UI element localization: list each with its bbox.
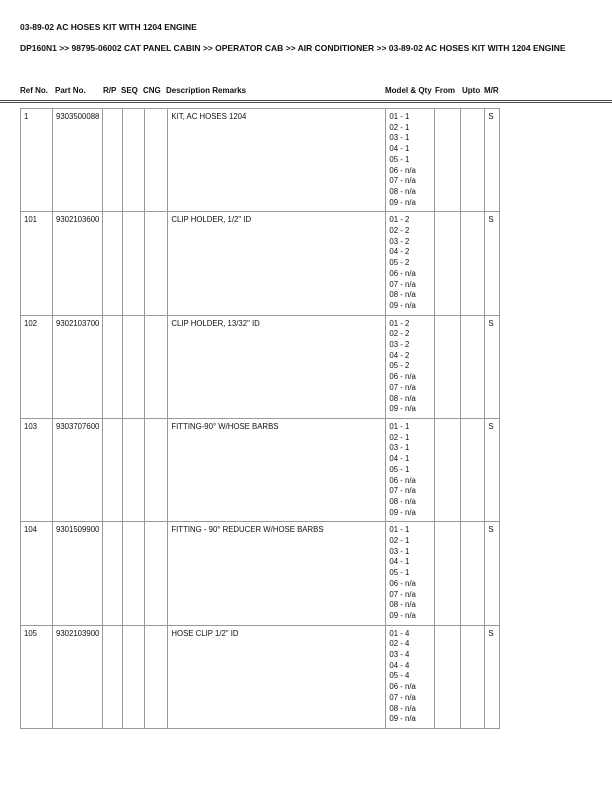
model-qty-line: 06 - n/a <box>389 165 416 175</box>
model-qty-line: 03 - 4 <box>389 650 410 660</box>
model-qty-line: 02 - 4 <box>389 639 410 649</box>
model-qty-line: 03 - 1 <box>389 443 410 453</box>
model-qty-cell <box>386 418 435 521</box>
upto-cell <box>461 109 485 212</box>
breadcrumb: DP160N1 >> 98795-06002 CAT PANEL CABIN >> OPERATOR CAB >> AIR CONDITIONER >> 03-89-02 AC HOSES KIT WITH 1204 ENGINE <box>20 43 566 53</box>
model-qty-line: 04 - 4 <box>389 660 410 670</box>
ref-cell: 105 <box>21 625 53 728</box>
model-qty-line: 06 - n/a <box>389 682 416 692</box>
model-qty-line: 07 - n/a <box>389 486 416 496</box>
model-qty-line: 06 - n/a <box>389 372 416 382</box>
model-qty-line: 09 - n/a <box>389 507 416 517</box>
part-number-cell: 9303707600 <box>53 418 103 521</box>
model-qty-line: 01 - 2 <box>389 318 410 328</box>
part-number-cell: 9301509900 <box>53 522 103 625</box>
table-row <box>21 212 500 315</box>
model-qty-line: 07 - n/a <box>389 279 416 289</box>
from-cell <box>435 418 461 521</box>
model-qty-cell <box>386 522 435 625</box>
model-qty-line: 02 - 1 <box>389 122 410 132</box>
model-qty-line: 04 - 2 <box>389 350 410 360</box>
model-qty-line: 03 - 1 <box>389 133 410 143</box>
header-mr: M/R <box>484 86 499 95</box>
rp-cell <box>103 418 123 521</box>
ref-cell: 1 <box>21 109 53 212</box>
seq-cell <box>123 522 145 625</box>
model-qty-line: 08 - n/a <box>389 393 416 403</box>
header-divider <box>0 100 612 103</box>
description-cell: FITTING-90° W/HOSE BARBS <box>168 418 386 521</box>
upto-cell <box>461 315 485 418</box>
model-qty-line: 05 - 2 <box>389 258 410 268</box>
mr-cell: S <box>485 109 500 212</box>
model-qty-line: 07 - n/a <box>389 692 416 702</box>
model-qty-line: 09 - n/a <box>389 404 416 414</box>
page-title: 03-89-02 AC HOSES KIT WITH 1204 ENGINE <box>20 22 197 32</box>
model-qty-line: 06 - n/a <box>389 475 416 485</box>
cng-cell <box>145 625 168 728</box>
header-ref: Ref No. <box>20 86 48 95</box>
model-qty-line: 09 - n/a <box>389 610 416 620</box>
table-row <box>21 109 500 212</box>
from-cell <box>435 315 461 418</box>
model-qty-line: 09 - n/a <box>389 197 416 207</box>
rp-cell <box>103 109 123 212</box>
mr-cell: S <box>485 418 500 521</box>
cng-cell <box>145 109 168 212</box>
upto-cell <box>461 625 485 728</box>
model-qty-line: 09 - n/a <box>389 714 416 724</box>
part-number-cell: 9302103600 <box>53 212 103 315</box>
model-qty-line: 03 - 2 <box>389 340 410 350</box>
model-qty-line: 03 - 1 <box>389 546 410 556</box>
seq-cell <box>123 418 145 521</box>
from-cell <box>435 625 461 728</box>
parts-table <box>20 108 500 729</box>
model-qty-line: 07 - n/a <box>389 589 416 599</box>
mr-cell: S <box>485 212 500 315</box>
model-qty-line: 07 - n/a <box>389 382 416 392</box>
table-row <box>21 315 500 418</box>
model-qty-line: 02 - 2 <box>389 226 410 236</box>
mr-cell: S <box>485 522 500 625</box>
header-part: Part No. <box>55 86 86 95</box>
header-seq: SEQ <box>121 86 138 95</box>
model-qty-line: 01 - 1 <box>389 525 410 535</box>
model-qty-line: 05 - 1 <box>389 464 410 474</box>
description-cell: KIT, AC HOSES 1204 <box>168 109 386 212</box>
model-qty-cell <box>386 109 435 212</box>
model-qty-line: 02 - 1 <box>389 432 410 442</box>
ref-cell: 103 <box>21 418 53 521</box>
model-qty-line: 05 - 4 <box>389 671 410 681</box>
model-qty-line: 06 - n/a <box>389 268 416 278</box>
header-upto: Upto <box>462 86 481 95</box>
model-qty-cell <box>386 625 435 728</box>
seq-cell <box>123 212 145 315</box>
model-qty-line: 05 - 1 <box>389 568 410 578</box>
model-qty-line: 05 - 2 <box>389 361 410 371</box>
from-cell <box>435 522 461 625</box>
description-cell: FITTING - 90° REDUCER W/HOSE BARBS <box>168 522 386 625</box>
cng-cell <box>145 315 168 418</box>
model-qty-line: 09 - n/a <box>389 300 416 310</box>
model-qty-line: 08 - n/a <box>389 496 416 506</box>
model-qty-line: 04 - 1 <box>389 144 410 154</box>
rp-cell <box>103 212 123 315</box>
model-qty-line: 06 - n/a <box>389 578 416 588</box>
part-number-cell: 9302103700 <box>53 315 103 418</box>
model-qty-line: 07 - n/a <box>389 176 416 186</box>
table-row <box>21 625 500 728</box>
model-qty-line: 01 - 1 <box>389 421 410 431</box>
model-qty-cell <box>386 315 435 418</box>
description-cell: HOSE CLIP 1/2" ID <box>168 625 386 728</box>
model-qty-line: 04 - 2 <box>389 247 410 257</box>
model-qty-cell <box>386 212 435 315</box>
rp-cell <box>103 625 123 728</box>
table-header <box>0 86 612 97</box>
rp-cell <box>103 522 123 625</box>
cng-cell <box>145 418 168 521</box>
model-qty-line: 08 - n/a <box>389 703 416 713</box>
cng-cell <box>145 212 168 315</box>
header-rp: R/P <box>103 86 117 95</box>
header-cng: CNG <box>143 86 161 95</box>
part-number-cell: 9302103900 <box>53 625 103 728</box>
model-qty-line: 08 - n/a <box>389 290 416 300</box>
model-qty-line: 01 - 4 <box>389 628 410 638</box>
from-cell <box>435 109 461 212</box>
part-number-cell: 9303500088 <box>53 109 103 212</box>
header-desc: Description Remarks <box>166 86 247 95</box>
model-qty-line: 03 - 2 <box>389 236 410 246</box>
ref-cell: 104 <box>21 522 53 625</box>
description-cell: CLIP HOLDER, 1/2" ID <box>168 212 386 315</box>
model-qty-line: 02 - 2 <box>389 329 410 339</box>
upto-cell <box>461 418 485 521</box>
seq-cell <box>123 109 145 212</box>
model-qty-line: 08 - n/a <box>389 600 416 610</box>
seq-cell <box>123 625 145 728</box>
header-from: From <box>435 86 455 95</box>
table-row <box>21 418 500 521</box>
model-qty-line: 01 - 1 <box>389 112 410 121</box>
mr-cell: S <box>485 315 500 418</box>
model-qty-line: 01 - 2 <box>389 215 410 225</box>
model-qty-line: 04 - 1 <box>389 557 410 567</box>
model-qty-line: 05 - 1 <box>389 154 410 164</box>
rp-cell <box>103 315 123 418</box>
table-row <box>21 522 500 625</box>
model-qty-line: 02 - 1 <box>389 536 410 546</box>
mr-cell: S <box>485 625 500 728</box>
seq-cell <box>123 315 145 418</box>
ref-cell: 101 <box>21 212 53 315</box>
model-qty-line: 08 - n/a <box>389 186 416 196</box>
model-qty-line: 04 - 1 <box>389 454 410 464</box>
upto-cell <box>461 212 485 315</box>
header-model: Model & Qty <box>385 86 432 95</box>
cng-cell <box>145 522 168 625</box>
from-cell <box>435 212 461 315</box>
ref-cell: 102 <box>21 315 53 418</box>
upto-cell <box>461 522 485 625</box>
description-cell: CLIP HOLDER, 13/32" ID <box>168 315 386 418</box>
